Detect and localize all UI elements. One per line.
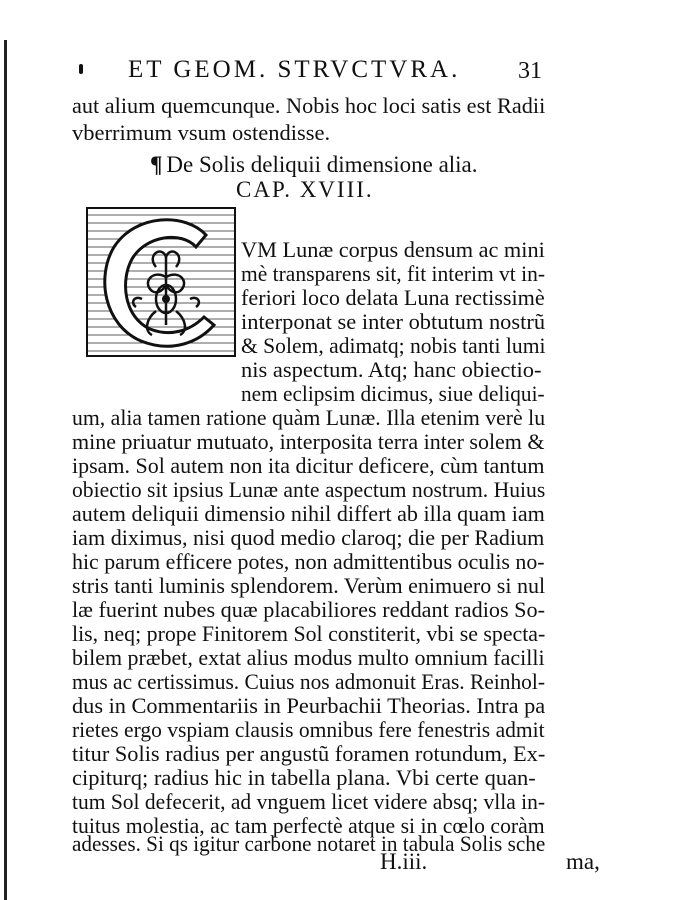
text-line: vberrimum vsum ostendisse. (72, 120, 331, 145)
text-line: um, alia tamen ratione quàm Lunæ. Illa etenim verè lu (72, 405, 546, 430)
text-line: lis, neq; prope Finitorem Sol constiterit, vbi se specta- (72, 621, 546, 646)
text-line: bilem præbet, extat alius modus multo omnium facilli (72, 645, 545, 670)
text-line: hic parum efficere potes, non admittentibus oculis no- (72, 549, 545, 574)
text-line: ipsam. Sol autem non ita dicitur deficere, cùm tantum (72, 453, 545, 478)
page-edge-shadow (4, 40, 7, 900)
text-line: tum Sol defecerit, ad vnguem licet videre absq; vlla in- (72, 789, 546, 814)
decorated-initial-c-icon (86, 207, 236, 357)
text-line: feriori loco delata Luna rectissimè (241, 285, 545, 310)
text-line: autem deliquii dimensio nihil differt ab illa quam iam (72, 501, 545, 526)
page-number: 31 (518, 58, 542, 84)
text-line: mine priuatur mutuato, interposita terra inter solem & (72, 429, 545, 454)
text-line: mè transparens sit, fit interim vt in- (241, 261, 546, 286)
text-line: & Solem, adimatq; nobis tanti lumi (241, 333, 546, 358)
text-line: nem eclipsim dicimus, siue deliqui- (241, 381, 545, 406)
text-line: stris tanti luminis splendorem. Verùm enimuero si nul (72, 573, 546, 598)
text-line: dus in Commentariis in Peurbachii Theorias. Intra pa (72, 693, 546, 718)
text-line: VM Lunæ corpus densum ac mini (241, 237, 545, 262)
text-line: iam diximus, nisi quod medio claroq; die per Radium (72, 525, 545, 550)
text-line: cipiturq; radius hic in tabella plana. Vbi certe quan- (72, 765, 536, 790)
text-line: rietes ergo vspiam clausis omnibus fere fenestris admit (72, 717, 545, 742)
text-line: interponat se inter obtutum nostrũ (241, 309, 546, 334)
pilcrow-icon: ¶ (150, 152, 163, 177)
text-line: titur Solis radius per angustũ foramen rotundum, Ex- (72, 741, 546, 766)
section-title-text: De Solis deliquii dimensione alia. (166, 152, 478, 177)
text-line: aut alium quemcunque. Nobis hoc loci satis est Radii (72, 93, 546, 118)
running-title: ET GEOM. STRVCTVRA. (128, 56, 461, 83)
text-line: adesses. Si qs igitur carbone notaret in tabula Solis sche (72, 831, 546, 856)
catchword: ma, (566, 849, 600, 874)
text-line: tuitus molestia, ac tam perfectè atque si in cœlo coràm (72, 813, 545, 838)
text-line: mus ac certissimus. Cuius nos admonuit Eras. Reinhol- (72, 669, 545, 694)
section-heading (150, 152, 478, 178)
text-line: obiectio sit ipsius Lunæ ante aspectum nostrum. Huius (72, 477, 546, 502)
chapter-title: CAP. XVIII. (236, 177, 374, 202)
ink-mark (79, 64, 83, 74)
text-line: nis aspectum. Atq; hanc obiectio- (241, 357, 542, 382)
text-line: læ fuerint nubes quæ placabiliores reddant radios So- (72, 597, 546, 622)
signature-mark: H.iii. (380, 849, 428, 874)
